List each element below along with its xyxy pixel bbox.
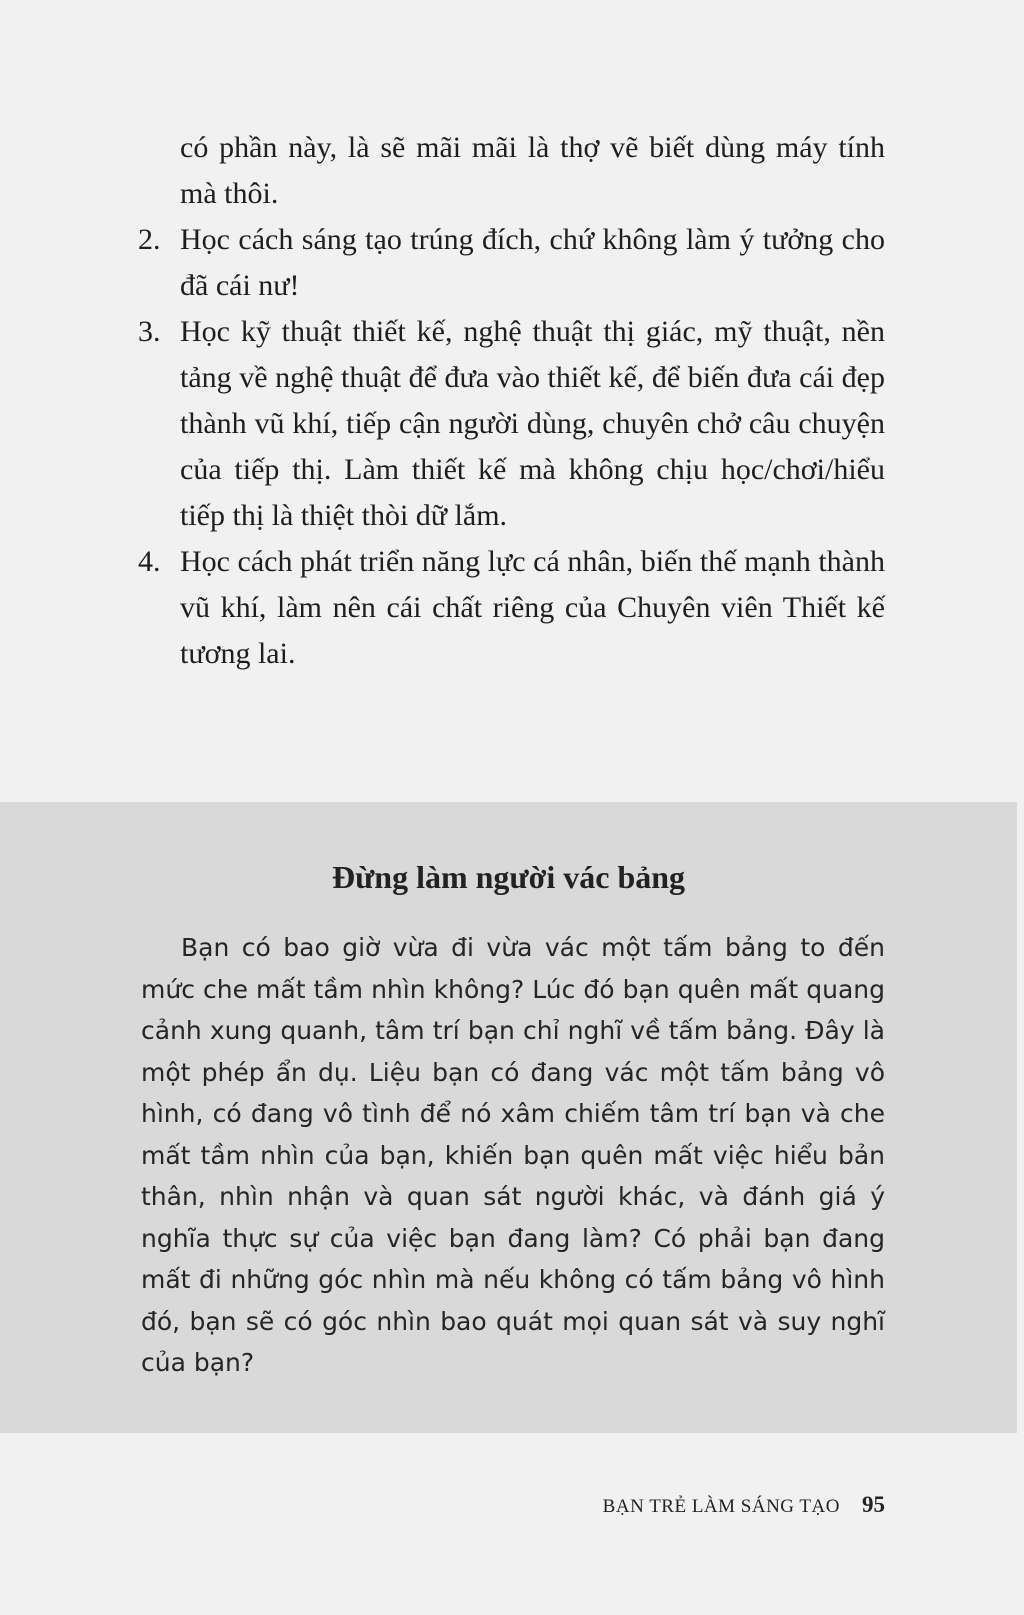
list-item bbox=[138, 217, 885, 309]
list-item-text: Học cách sáng tạo trúng đích, chứ không làm ý tưởng cho đã cái nư! bbox=[180, 223, 885, 302]
list-item-number: 3. bbox=[138, 315, 161, 348]
sidebar-box bbox=[0, 802, 1017, 1433]
list-item-number: 4. bbox=[138, 545, 161, 578]
page-number: 95 bbox=[862, 1492, 885, 1517]
list-item-number: 2. bbox=[138, 223, 161, 256]
sidebar-paragraph: Bạn có bao giờ vừa đi vừa vác một tấm bảng to đến mức che mất tầm nhìn không? Lúc đó bạn quên mất quang cảnh xung quanh, tâm trí bạn chỉ nghĩ về tấm bảng. Đây là một phép ẩn dụ. Liệu bạn có đang vác một tấm bảng vô hình, có đang vô tình để nó xâm chiếm tâm trí bạn và che mất tầm nhìn của bạn, khiến bạn quên mất việc hiểu bản thân, nhìn nhận và quan sát người khác, và đánh giá ý nghĩa thực sự của việc bạn đang làm? Có phải bạn đang mất đi những góc nhìn mà nếu không có tấm bảng vô hình đó, bạn sẽ có góc nhìn bao quát mọi quan sát và suy nghĩ của bạn? bbox=[141, 933, 885, 1377]
sidebar-title: Đừng làm người vác bảng bbox=[331, 859, 686, 895]
continued-paragraph: có phần này, là sẽ mãi mãi là thợ vẽ biết dùng máy tính mà thôi. bbox=[180, 131, 885, 210]
running-title: BẠN TRẺ LÀM SÁNG TẠO bbox=[602, 1496, 840, 1517]
list-item bbox=[138, 539, 885, 677]
numbered-list bbox=[138, 217, 885, 677]
list-item bbox=[138, 309, 885, 539]
list-item-text: Học cách phát triển năng lực cá nhân, biến thế mạnh thành vũ khí, làm nên cái chất riêng của Chuyên viên Thiết kế tương lai. bbox=[180, 545, 885, 670]
list-item-text: Học kỹ thuật thiết kế, nghệ thuật thị giác, mỹ thuật, nền tảng về nghệ thuật để đưa vào thiết kế, để biến đưa cái đẹp thành vũ khí, tiếp cận người dùng, chuyên chở câu chuyện của tiếp thị. Làm thiết kế mà không chịu học/chơi/hiểu tiếp thị là thiệt thòi dữ lắm. bbox=[180, 315, 885, 532]
page-footer bbox=[0, 1492, 885, 1518]
